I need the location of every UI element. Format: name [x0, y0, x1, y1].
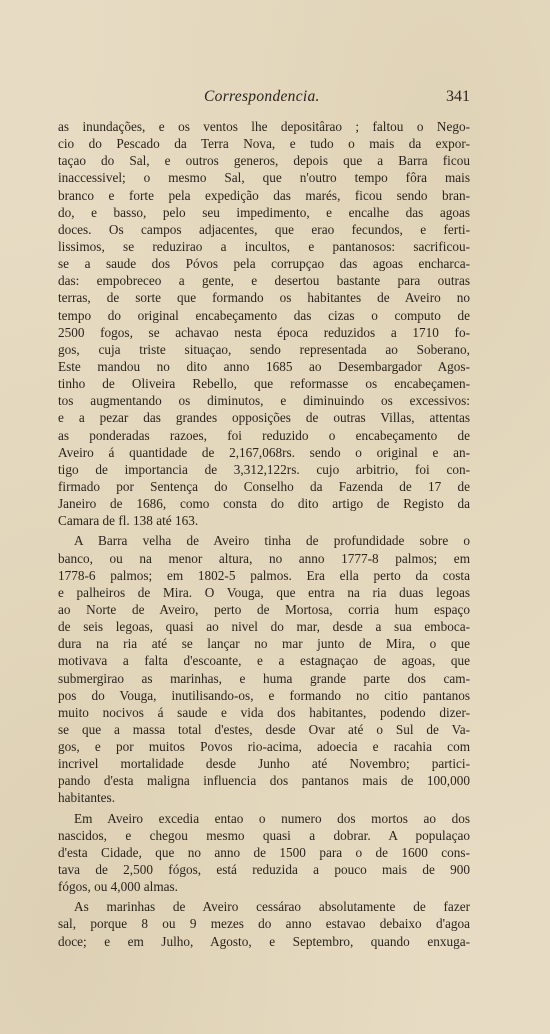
text-line: terras, de sorte que formando os habitantes de Aveiro no	[58, 290, 470, 306]
text-line: doces. Os campos adjacentes, que erao fecundos, e ferti-	[58, 221, 470, 237]
running-head: Correspondencia.	[204, 88, 320, 105]
text-line: muito nocivos á saude e vida dos habitantes, podendo dizer-	[58, 704, 470, 720]
text-line: habitantes.	[58, 790, 116, 806]
text-line: e a pezar das grandes opposições de outras Villas, attentas	[58, 410, 470, 426]
text-line: as inundações, e os ventos lhe depositârao ; faltou o Nego-	[58, 119, 470, 134]
text-line: A Barra velha de Aveiro tinha de profundidade sobre o	[74, 533, 470, 549]
text-line: gos, cuja triste situaçao, sendo representada ao Soberano,	[58, 341, 470, 357]
text-line: Camara de fl. 138 até 163.	[58, 513, 199, 529]
text-line: nascidos, e chegou mesmo quasi a dobrar. A populaçao	[58, 827, 470, 843]
text-line: se a saude dos Póvos pela corrupçao das agoas encharca-	[58, 256, 470, 272]
text-line: banco, ou na menor altura, no anno 1777-8 palmos; em	[58, 550, 470, 566]
text-line: branco e forte pela expedição das marés, ficou sendo bran-	[58, 187, 470, 203]
text-line: Janeiro de 1686, como consta do dito artigo de Registo da	[58, 496, 470, 512]
text-line: Em Aveiro excedia entao o numero dos mortos ao dos	[74, 810, 470, 826]
text-line: de seis legoas, quasi ao nivel do mar, desde a sua emboca-	[58, 619, 470, 635]
page-header	[58, 88, 470, 112]
text-line: pando d'esta maligna influencia dos pantanos mais de 100,000	[58, 773, 470, 789]
paragraph-3	[58, 810, 470, 896]
text-line: fógos, ou 4,000 almas.	[58, 879, 178, 895]
text-line: Este mandou no dito anno 1685 ao Desembargador Agos-	[58, 358, 470, 374]
page-number: 341	[446, 88, 470, 105]
text-line: inaccessivel; o mesmo Sal, que n'outro tempo fôra mais	[58, 170, 470, 186]
text-line: tava de 2,500 fógos, está reduzida a pouco mais de 900	[58, 862, 470, 878]
text-line: dura na ria até se lançar no mar junto de Mira, o que	[58, 636, 470, 652]
text-line: as ponderadas razoes, foi reduzido o encabeçamento de	[58, 427, 470, 443]
text-line: 1778-6 palmos; em 1802-5 palmos. Era ella perto da costa	[58, 567, 470, 583]
text-line: lissimos, se reduzirao a incultos, e pantanosos: sacrificou-	[58, 238, 470, 254]
text-line: tinho de Oliveira Rebello, que reformasse os encabeçamen-	[58, 376, 470, 392]
paragraph-2	[58, 532, 470, 806]
text-line: gos, e por muitos Povos rio-acima, adoecia e racahia com	[58, 739, 470, 755]
text-line: doce; e em Julho, Agosto, e Septembro, quando enxuga-	[58, 933, 470, 949]
text-line: se que a massa total d'estes, desde Ovar até o Sul de Va-	[58, 721, 470, 737]
text-line: 2500 fogos, se achavao nesta época reduzidos a 1710 fo-	[58, 324, 470, 340]
text-line: submergirao as marinhas, e huma grande parte dos cam-	[58, 670, 470, 686]
text-line: tos augmentando os diminutos, e diminuindo os excessivos:	[58, 393, 470, 409]
paragraph-4	[58, 898, 470, 949]
text-line: cio do Pescado da Terra Nova, e tudo o mais da expor-	[58, 136, 470, 152]
text-line: incrivel mortalidade desde Junho até Novembro; partici-	[58, 756, 470, 772]
text-line: e palheiros de Mira. O Vouga, que entra na ria duas legoas	[58, 584, 470, 600]
book-page	[58, 88, 470, 950]
text-line: do, e basso, pelo seu impedimento, e encalhe das agoas	[58, 204, 470, 220]
text-line: tigo de importancia de 3,312,122rs. cujo arbitrio, foi con-	[58, 461, 470, 477]
text-line: ao Norte de Aveiro, perto de Mortosa, corria hum espaço	[58, 601, 470, 617]
text-line: taçao do Sal, e outros generos, depois que a Barra ficou	[58, 153, 470, 169]
text-line: firmado por Sentença do Conselho da Fazenda de 17 de	[58, 478, 470, 494]
text-line: sal, porque 8 ou 9 mezes do anno estavao debaixo d'agoa	[58, 916, 470, 932]
text-line: pos do Vouga, inutilisando-os, e formando no citio pantanos	[58, 687, 470, 703]
text-line: tempo do original encabeçamento das cizas o computo de	[58, 307, 470, 323]
text-line: Aveiro á quantidade de 2,167,068rs. sendo o original e an-	[58, 444, 470, 460]
text-line: motivava a falta d'escoante, e a estagnaçao de agoas, que	[58, 653, 470, 669]
text-line: d'esta Cidade, que no anno de 1500 para o de 1600 cons-	[58, 844, 470, 860]
paragraph-1	[58, 118, 470, 529]
body-text	[58, 118, 470, 950]
text-line: As marinhas de Aveiro cessárao absolutamente de fazer	[74, 899, 470, 915]
text-line: das: empobreceo a gente, e desertou bastante para outras	[58, 273, 470, 289]
